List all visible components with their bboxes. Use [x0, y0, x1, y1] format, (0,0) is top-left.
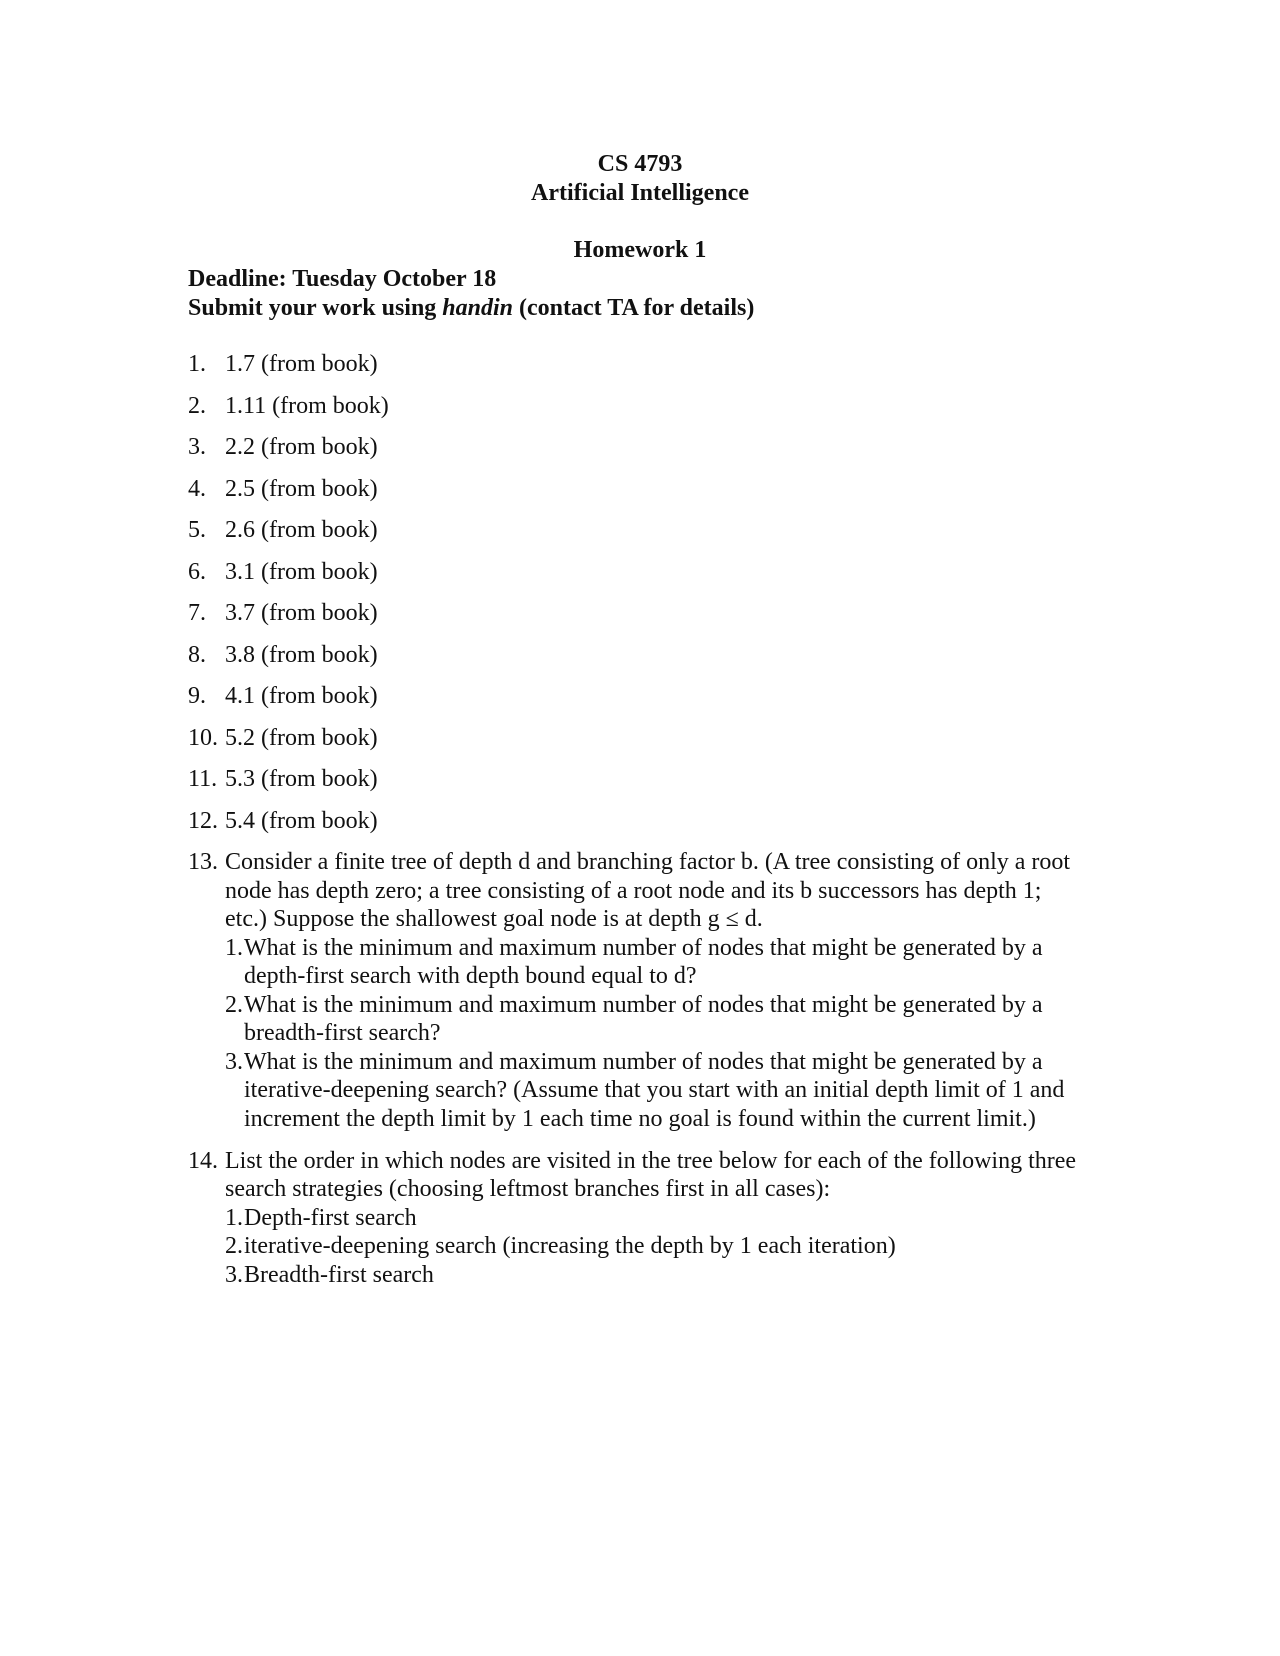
item-text: 5.3 (from book) [225, 766, 378, 792]
list-item [188, 475, 1088, 503]
item-number: 11. [188, 766, 218, 792]
item-number: 2. [188, 392, 206, 419]
sub-question-text: Depth-first search [244, 1204, 417, 1231]
item-text: 1.7 (from book) [225, 351, 378, 377]
submit-tool: handin [442, 295, 514, 321]
submit-line [188, 294, 754, 322]
item-number: 7. [188, 600, 206, 626]
item-text: 1.11 (from book) [225, 392, 389, 419]
item-text: 3.1 (from book) [225, 558, 378, 585]
item-number: 13. [188, 849, 218, 875]
sub-question-number: 3. [225, 1048, 243, 1075]
problem-list [188, 350, 1088, 1303]
item-number: 10. [188, 724, 218, 751]
item-text: 2.6 (from book) [225, 517, 378, 543]
list-item [188, 641, 1088, 669]
list-item [188, 558, 1088, 586]
submit-suffix: (contact TA for details) [513, 295, 755, 321]
list-item [188, 392, 1088, 420]
item-text: 2.5 (from book) [225, 475, 378, 502]
problem-13-text: Consider a finite tree of depth d and branching factor b. (A tree consisting of only a root node has depth zero; a tree consisting of a root node and its b successors has depth 1; etc.) Suppose the shallowest goal node is at depth g ≤ d. [225, 849, 1071, 932]
problem-14-text: List the order in which nodes are visited in the tree below for each of the following three search strategies (choosing leftmost branches first in all cases): [225, 1147, 1077, 1202]
sub-question-text: iterative-deepening search (increasing the depth by 1 each iteration) [244, 1233, 896, 1259]
course-title: Artificial Intelligence [531, 180, 749, 206]
list-item [188, 350, 1088, 378]
problem-13-body [225, 848, 1088, 1133]
sub-question [225, 934, 1088, 991]
item-number: 4. [188, 475, 206, 502]
list-item [188, 724, 1088, 752]
problem-14 [188, 1147, 1088, 1290]
sub-question [225, 1204, 1088, 1233]
deadline-line: Deadline: Tuesday October 18 [188, 266, 497, 292]
sub-question-text: Breadth-first search [244, 1261, 434, 1288]
list-item [188, 433, 1088, 461]
item-number: 8. [188, 641, 206, 668]
sub-question-text: What is the minimum and maximum number of nodes that might be generated by a breadth-first search? [244, 991, 1043, 1046]
sub-question [225, 1232, 1088, 1261]
sub-question-number: 2. [225, 1233, 243, 1259]
sub-question [225, 1261, 1088, 1290]
item-text: 5.4 (from book) [225, 807, 378, 834]
sub-question-text: What is the minimum and maximum number of nodes that might be generated by a depth-first search with depth bound equal to d? [244, 934, 1043, 989]
sub-question-number: 1. [225, 934, 243, 961]
item-number: 12. [188, 807, 218, 834]
item-number: 5. [188, 517, 206, 543]
sub-question-number: 2. [225, 991, 243, 1018]
item-number: 3. [188, 434, 206, 460]
item-text: 2.2 (from book) [225, 434, 378, 460]
sub-question-number: 3. [225, 1261, 243, 1288]
item-text: 5.2 (from book) [225, 724, 378, 751]
item-text: 3.7 (from book) [225, 600, 378, 626]
list-item [188, 807, 1088, 835]
sub-question [225, 1048, 1088, 1134]
submit-prefix: Submit your work using [188, 295, 443, 321]
item-number: 14. [188, 1147, 218, 1174]
item-number: 9. [188, 683, 206, 709]
course-number: CS 4793 [597, 151, 683, 177]
sub-question-number: 1. [225, 1204, 243, 1231]
list-item [188, 599, 1088, 627]
sub-question [225, 991, 1088, 1048]
list-item [188, 516, 1088, 544]
assignment-title: Homework 1 [573, 237, 707, 263]
list-item [188, 682, 1088, 710]
list-item [188, 765, 1088, 793]
sub-question-text: What is the minimum and maximum number of nodes that might be generated by a iterative-deepening search? (Assume that you start with an initial depth limit of 1 and increment the depth limit by 1 each time no goal is found within the current limit.) [244, 1048, 1065, 1132]
problem-13 [188, 848, 1088, 1133]
problem-14-body [225, 1147, 1088, 1290]
item-text: 4.1 (from book) [225, 683, 378, 709]
item-number: 6. [188, 558, 206, 585]
item-number: 1. [188, 351, 206, 377]
item-text: 3.8 (from book) [225, 641, 378, 668]
